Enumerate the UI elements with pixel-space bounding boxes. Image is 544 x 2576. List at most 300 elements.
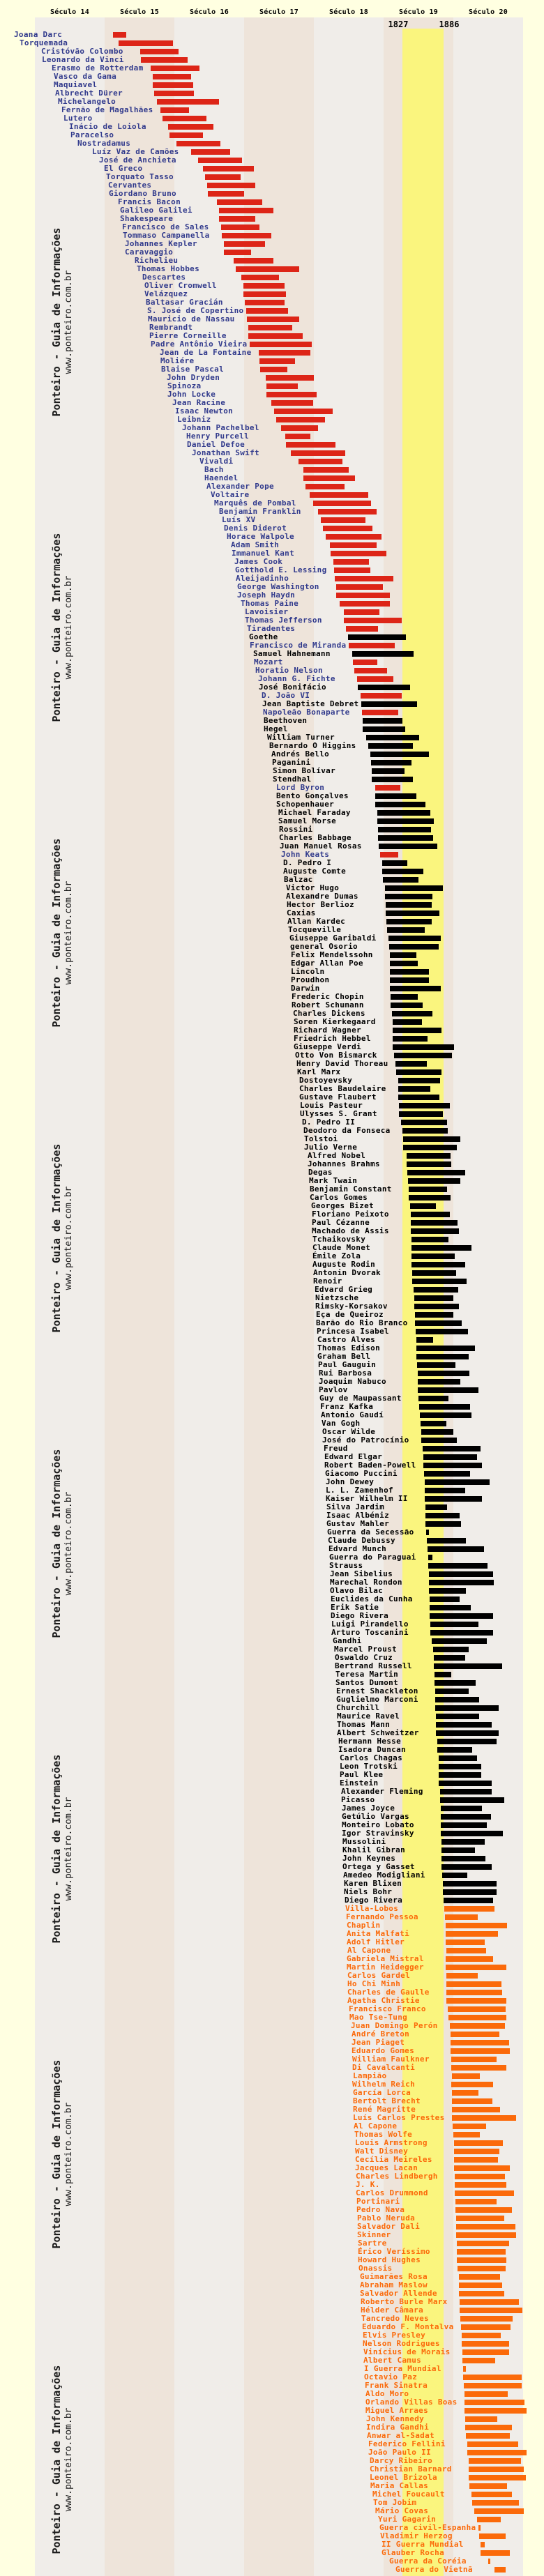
person-label: Thomas Jefferson	[245, 616, 322, 625]
person-label: Diego Rivera	[331, 1611, 389, 1620]
century-label: Século 19	[399, 8, 438, 16]
person-label: John Kennedy	[366, 2414, 425, 2423]
person-label: Julio Verne	[304, 1143, 358, 1152]
person-lifespan-bar	[423, 1446, 481, 1451]
person-label: Bach	[204, 465, 224, 474]
person-label: Teresa Martin	[335, 1670, 398, 1679]
person-label: Gabriela Mistral	[347, 1954, 424, 1963]
person-lifespan-bar	[446, 1990, 502, 1995]
person-label: Thomas Wolfe	[354, 2130, 413, 2139]
person-lifespan-bar	[299, 459, 342, 464]
person-label: Dostoyevsky	[299, 1076, 353, 1085]
person-label: Michel Foucault	[372, 2490, 445, 2499]
person-label: Albert Camus	[363, 2356, 422, 2365]
person-lifespan-bar	[454, 2140, 503, 2146]
person-lifespan-bar	[276, 417, 325, 422]
person-label: Hector Berlioz	[287, 900, 354, 909]
event-duration-bar	[463, 2366, 466, 2372]
person-label: Giuseppe Verdi	[294, 1042, 361, 1051]
person-label: Oliver Cromwell	[144, 281, 217, 290]
person-label: Alexander Pope	[206, 482, 274, 491]
person-lifespan-bar	[465, 2416, 497, 2422]
person-lifespan-bar	[441, 1839, 485, 1845]
person-label: Eduardo Gomes	[352, 2046, 414, 2055]
person-label: Wilhelm Reich	[352, 2080, 415, 2089]
person-lifespan-bar	[411, 1212, 450, 1217]
person-label: Louis Armstrong	[355, 2138, 428, 2147]
person-lifespan-bar	[457, 2257, 506, 2263]
person-label: Jean Racine	[172, 398, 226, 407]
person-label: Portinari	[356, 2197, 400, 2206]
event-duration-bar	[494, 2567, 506, 2573]
person-label: Nostradamus	[77, 139, 131, 148]
person-lifespan-bar	[336, 593, 390, 598]
person-label: Erasmo de Rotterdam	[52, 63, 144, 73]
person-lifespan-bar	[334, 567, 370, 573]
person-label: D. João VI	[262, 691, 310, 700]
person-label: Eça de Queiroz	[316, 1310, 384, 1319]
person-lifespan-bar	[439, 1764, 481, 1769]
person-label: Edgar Allan Poe	[291, 959, 363, 968]
event-label: Guerra da Secessão	[327, 1527, 414, 1537]
person-label: Velázquez	[144, 289, 188, 298]
person-label: Beethoven	[264, 716, 308, 725]
person-lifespan-bar	[456, 2224, 515, 2230]
event-label: II Guerra Mundial	[381, 2540, 464, 2549]
person-lifespan-bar	[348, 634, 406, 640]
person-lifespan-bar	[403, 1136, 460, 1142]
person-label: Vinícius de Morais	[363, 2347, 451, 2356]
person-label: Goethe	[249, 632, 278, 641]
person-lifespan-bar	[472, 2500, 519, 2506]
person-label: Erik Satie	[331, 1603, 379, 1612]
person-label: Thomas Mann	[337, 1720, 391, 1729]
person-label: Skinner	[357, 2230, 391, 2239]
person-lifespan-bar	[385, 885, 443, 891]
person-label: Isaac Newton	[175, 406, 234, 416]
person-lifespan-bar	[446, 1981, 501, 1987]
person-label: Galileo Galilei	[120, 206, 192, 215]
person-label: Allan Kardec	[287, 917, 346, 926]
person-lifespan-bar	[379, 844, 437, 849]
person-label: Nietzsche	[315, 1293, 359, 1302]
person-lifespan-bar	[390, 986, 441, 991]
person-label: Sartre	[358, 2239, 387, 2248]
person-label: Mark Twain	[309, 1176, 358, 1185]
person-lifespan-bar	[451, 2040, 509, 2045]
person-label: Marcel Proust	[334, 1645, 397, 1654]
person-lifespan-bar	[471, 2492, 512, 2497]
person-label: Oswaldo Cruz	[335, 1653, 393, 1662]
person-lifespan-bar	[340, 601, 390, 607]
person-lifespan-bar	[219, 208, 273, 213]
person-lifespan-bar	[446, 1965, 506, 1970]
person-lifespan-bar	[222, 233, 271, 238]
person-label: Albert Schweitzer	[337, 1728, 419, 1737]
person-lifespan-bar	[441, 1864, 492, 1870]
person-lifespan-bar	[440, 1789, 492, 1794]
person-label: Tommaso Campanella	[123, 231, 210, 240]
person-label: D. Pedro I	[283, 858, 332, 867]
person-label: Igor Stravinsky	[342, 1829, 414, 1838]
person-lifespan-bar	[455, 2174, 505, 2179]
person-label: Samuel Hahnemann	[253, 649, 331, 658]
person-lifespan-bar	[198, 158, 242, 163]
person-lifespan-bar	[153, 82, 193, 88]
person-label: Edvard Munch	[328, 1544, 387, 1553]
person-label: Tocqueville	[288, 925, 342, 934]
person-lifespan-bar	[391, 1003, 423, 1008]
person-label: Lutero	[63, 114, 93, 123]
person-lifespan-bar	[425, 1488, 465, 1493]
person-lifespan-bar	[450, 2023, 505, 2029]
person-lifespan-bar	[375, 785, 400, 791]
person-label: Edvard Grieg	[315, 1285, 373, 1294]
person-label: Niels Bohr	[344, 1887, 393, 1896]
person-lifespan-bar	[386, 910, 439, 916]
person-lifespan-bar	[391, 994, 418, 1000]
person-lifespan-bar	[393, 1028, 441, 1033]
person-label: John Keats	[281, 850, 330, 859]
person-lifespan-bar	[451, 2048, 510, 2054]
person-label: Friedrich Hebbel	[294, 1034, 371, 1043]
person-label: Henry Purcell	[186, 432, 249, 441]
person-label: D. Pedro II	[302, 1118, 356, 1127]
person-label: Renoir	[313, 1276, 342, 1286]
person-label: Johannes Brahms	[308, 1159, 380, 1168]
person-lifespan-bar	[354, 668, 387, 673]
person-label: Guy de Maupassant	[319, 1394, 402, 1403]
person-lifespan-bar	[416, 1337, 433, 1343]
person-label: Voltaire	[211, 490, 250, 499]
person-label: Leonel Brizola	[370, 2473, 437, 2482]
person-label: Cristóvão Colombo	[41, 47, 123, 56]
person-lifespan-bar	[419, 1404, 470, 1410]
person-label: Tolstoi	[304, 1134, 338, 1143]
person-label: Van Gogh	[322, 1419, 361, 1428]
watermark-title: Ponteiro - Guia de Informações	[50, 838, 63, 1028]
person-lifespan-bar	[141, 57, 188, 63]
person-lifespan-bar	[418, 1387, 478, 1393]
person-lifespan-bar	[224, 250, 251, 255]
person-label: Miguel Arraes	[365, 2406, 428, 2415]
person-lifespan-bar	[430, 1605, 471, 1610]
person-label: Benjamin Franklin	[219, 507, 301, 516]
person-lifespan-bar	[398, 1086, 430, 1092]
person-lifespan-bar	[416, 1329, 468, 1334]
person-label: Anita Malfati	[347, 1929, 409, 1938]
person-label: Pablo Neruda	[357, 2213, 416, 2223]
person-lifespan-bar	[437, 1747, 472, 1753]
person-label: Anwar al-Sadat	[367, 2431, 435, 2440]
watermark-title: Ponteiro - Guia de Informações	[50, 227, 63, 417]
person-lifespan-bar	[456, 2216, 504, 2221]
person-label: Spinoza	[167, 381, 202, 390]
watermark-title: Ponteiro - Guia de Informações	[50, 2365, 63, 2554]
person-lifespan-bar	[372, 768, 405, 774]
person-label: Francisco de Miranda	[250, 641, 347, 650]
person-lifespan-bar	[411, 1245, 471, 1251]
person-label: García Lorca	[353, 2088, 411, 2097]
person-lifespan-bar	[366, 735, 419, 740]
person-lifespan-bar	[153, 74, 191, 79]
person-label: John Locke	[167, 390, 216, 399]
person-label: Torquato Tasso	[106, 172, 174, 181]
person-label: J. K.	[356, 2180, 380, 2189]
person-lifespan-bar	[248, 325, 292, 330]
person-label: Charles Baudelaire	[299, 1084, 386, 1093]
person-label: Einstein	[340, 1778, 379, 1788]
person-lifespan-bar	[452, 2098, 492, 2104]
person-label: Federico Fellini	[368, 2439, 446, 2448]
person-lifespan-bar	[377, 810, 430, 816]
person-label: Horace Walpole	[227, 532, 294, 541]
person-label: Carlos Gomes	[310, 1193, 368, 1202]
person-label: Louis Pasteur	[300, 1101, 363, 1110]
person-label: Gandhi	[333, 1636, 362, 1645]
person-label: Hermann Hesse	[338, 1737, 401, 1746]
person-lifespan-bar	[335, 576, 393, 581]
person-lifespan-bar	[388, 936, 441, 941]
person-label: Darcy Ribeiro	[370, 2456, 432, 2465]
highlight-start-label: 1827	[388, 20, 409, 29]
person-lifespan-bar	[154, 91, 194, 96]
person-lifespan-bar	[191, 149, 230, 155]
person-lifespan-bar	[428, 1546, 484, 1552]
person-lifespan-bar	[380, 852, 398, 858]
watermark-title: Ponteiro - Guia de Informações	[50, 533, 63, 722]
person-label: Felix Mendelssohn	[291, 950, 373, 959]
watermark-url: www.ponteiro.com.br	[63, 1797, 74, 1901]
person-lifespan-bar	[383, 877, 418, 883]
person-label: Cervantes	[108, 181, 152, 190]
person-label: Salvador Allende	[360, 2289, 437, 2298]
person-lifespan-bar	[469, 2483, 507, 2489]
person-lifespan-bar	[217, 199, 262, 205]
person-lifespan-bar	[286, 442, 335, 448]
person-lifespan-bar	[417, 1362, 455, 1368]
person-lifespan-bar	[437, 1739, 497, 1744]
person-label: Victor Hugo	[286, 883, 340, 892]
person-label: Degas	[308, 1168, 333, 1177]
person-label: Albrecht Dürer	[55, 89, 123, 98]
watermark-url: www.ponteiro.com.br	[63, 270, 74, 374]
person-lifespan-bar	[398, 1095, 439, 1100]
person-lifespan-bar	[259, 350, 310, 356]
person-label: Glauber Rocha	[381, 2548, 444, 2557]
person-label: André Breton	[352, 2029, 410, 2038]
person-lifespan-bar	[412, 1270, 456, 1276]
person-label: S. José de Copertino	[147, 306, 244, 315]
person-lifespan-bar	[236, 266, 299, 272]
person-lifespan-bar	[421, 1421, 446, 1426]
watermark-url: www.ponteiro.com.br	[63, 1186, 74, 1290]
person-lifespan-bar	[399, 1103, 450, 1108]
person-lifespan-bar	[445, 1914, 478, 1920]
person-lifespan-bar	[423, 1454, 477, 1460]
person-label: Joseph Haydn	[237, 590, 296, 600]
person-label: Mozart	[254, 657, 283, 666]
person-label: John Dewey	[326, 1477, 375, 1486]
person-lifespan-bar	[266, 383, 298, 389]
person-lifespan-bar	[442, 1873, 467, 1878]
person-label: Bertolt Brecht	[353, 2096, 421, 2105]
event-label: Guerra da Coréia	[389, 2556, 467, 2566]
century-label: Século 14	[50, 8, 89, 16]
century-band	[105, 17, 174, 2576]
person-label: Maria Callas	[370, 2481, 429, 2490]
person-label: Onassis	[358, 2264, 393, 2273]
person-label: Franz Kafka	[320, 1402, 374, 1411]
person-label: Isaac Albéniz	[326, 1511, 389, 1520]
person-lifespan-bar	[451, 2082, 493, 2087]
person-label: Stendhal	[273, 775, 312, 784]
person-lifespan-bar	[333, 559, 369, 565]
person-label: Maquiavel	[54, 80, 98, 89]
person-lifespan-bar	[402, 1128, 448, 1134]
person-lifespan-bar	[425, 1479, 490, 1485]
person-lifespan-bar	[349, 643, 395, 648]
person-lifespan-bar	[436, 1730, 499, 1736]
person-lifespan-bar	[407, 1153, 451, 1159]
person-lifespan-bar	[464, 2391, 508, 2397]
person-label: Bento Gonçalves	[276, 791, 349, 800]
person-label: Alfred Nobel	[308, 1151, 366, 1160]
person-lifespan-bar	[439, 1755, 477, 1761]
person-lifespan-bar	[399, 1111, 443, 1117]
person-lifespan-bar	[241, 275, 279, 280]
person-lifespan-bar	[344, 609, 379, 615]
person-lifespan-bar	[463, 2375, 522, 2380]
person-label: Darwin	[291, 984, 320, 993]
person-label: Paracelso	[70, 130, 114, 139]
person-lifespan-bar	[459, 2274, 500, 2280]
person-label: Jacques Lacan	[355, 2163, 418, 2172]
person-label: Padre Antônio Vieira	[151, 340, 248, 349]
person-label: Caxias	[287, 908, 316, 917]
person-label: Churchill	[336, 1703, 380, 1712]
century-label: Século 15	[120, 8, 159, 16]
person-lifespan-bar	[444, 1898, 493, 1903]
person-lifespan-bar	[372, 777, 413, 782]
person-label: Vivaldi	[199, 457, 234, 466]
person-lifespan-bar	[451, 2032, 499, 2037]
person-label: Michelangelo	[58, 97, 116, 106]
person-label: Johann Pachelbel	[182, 423, 259, 432]
person-lifespan-bar	[382, 860, 407, 866]
person-lifespan-bar	[207, 183, 255, 188]
person-lifespan-bar	[363, 726, 405, 732]
person-label: Charles Dickens	[293, 1009, 365, 1018]
person-lifespan-bar	[389, 944, 439, 950]
person-lifespan-bar	[446, 1998, 506, 2004]
person-lifespan-bar	[465, 2425, 512, 2430]
person-label: Bertrand Russell	[335, 1661, 412, 1670]
person-lifespan-bar	[245, 300, 285, 305]
person-label: Ulysses S. Grant	[300, 1109, 377, 1118]
person-label: Carlos Drummond	[356, 2188, 428, 2197]
person-lifespan-bar	[151, 66, 199, 71]
person-label: Auguste Rodin	[312, 1260, 375, 1269]
person-label: Al Capone	[354, 2121, 398, 2131]
person-lifespan-bar	[344, 618, 402, 623]
person-lifespan-bar	[234, 258, 273, 264]
person-lifespan-bar	[411, 1220, 458, 1226]
person-lifespan-bar	[361, 693, 402, 699]
person-label: Daniel Defoe	[187, 440, 245, 449]
person-label: Ortega y Gasset	[342, 1862, 415, 1871]
person-lifespan-bar	[424, 1471, 470, 1477]
person-label: Horatio Nelson	[255, 666, 323, 675]
person-lifespan-bar	[346, 626, 378, 632]
person-label: José de Anchieta	[99, 155, 176, 165]
person-label: James Cook	[234, 557, 283, 566]
person-lifespan-bar	[420, 1412, 471, 1418]
person-lifespan-bar	[452, 2115, 516, 2121]
person-lifespan-bar	[466, 2433, 510, 2439]
person-lifespan-bar	[418, 1396, 448, 1401]
person-label: Howard Hughes	[358, 2255, 421, 2264]
person-label: Oscar Wilde	[322, 1427, 376, 1436]
person-lifespan-bar	[392, 1011, 432, 1016]
person-label: Vladimir Herzog	[380, 2531, 453, 2540]
person-lifespan-bar	[423, 1463, 482, 1468]
person-lifespan-bar	[247, 317, 299, 322]
person-label: Simon Bolívar	[273, 766, 335, 775]
person-lifespan-bar	[469, 2467, 524, 2472]
person-lifespan-bar	[385, 894, 432, 899]
person-label: Samuel Morse	[278, 816, 337, 825]
person-label: Orlando Villas Boas	[365, 2398, 458, 2407]
century-label: Século 20	[469, 8, 508, 16]
person-lifespan-bar	[459, 2291, 504, 2296]
person-label: Luís XV	[222, 515, 256, 524]
person-lifespan-bar	[409, 1187, 447, 1192]
person-label: Vasco da Gama	[54, 72, 116, 81]
person-lifespan-bar	[377, 818, 434, 824]
person-lifespan-bar	[390, 977, 429, 983]
person-label: William Faulkner	[352, 2055, 430, 2064]
person-lifespan-bar	[441, 1847, 475, 1853]
person-label: Octavio Paz	[364, 2372, 418, 2381]
person-lifespan-bar	[331, 551, 386, 556]
person-lifespan-bar	[408, 1178, 460, 1184]
person-lifespan-bar	[416, 1354, 469, 1359]
person-lifespan-bar	[462, 2333, 501, 2338]
person-lifespan-bar	[414, 1304, 459, 1309]
person-lifespan-bar	[326, 534, 381, 540]
person-lifespan-bar	[464, 2400, 524, 2405]
person-label: Kaiser Wilhelm II	[326, 1494, 408, 1503]
person-lifespan-bar	[411, 1253, 455, 1259]
person-label: Adam Smith	[231, 540, 280, 549]
person-lifespan-bar	[303, 467, 349, 473]
person-lifespan-bar	[409, 1195, 451, 1201]
person-lifespan-bar	[205, 174, 241, 180]
person-lifespan-bar	[378, 835, 433, 841]
person-label: Luís Carlos Prestes	[353, 2113, 445, 2122]
person-label: Johann G. Fichte	[258, 674, 335, 683]
person-lifespan-bar	[430, 1622, 478, 1627]
person-lifespan-bar	[243, 291, 286, 297]
person-lifespan-bar	[378, 827, 431, 832]
person-lifespan-bar	[461, 2324, 511, 2330]
person-label: Pierre Corneille	[149, 331, 227, 340]
person-label: Francisco Franco	[349, 2004, 426, 2013]
highlight-end-label: 1886	[439, 20, 460, 29]
person-lifespan-bar	[368, 743, 413, 749]
person-label: Leon Trotski	[340, 1762, 398, 1771]
